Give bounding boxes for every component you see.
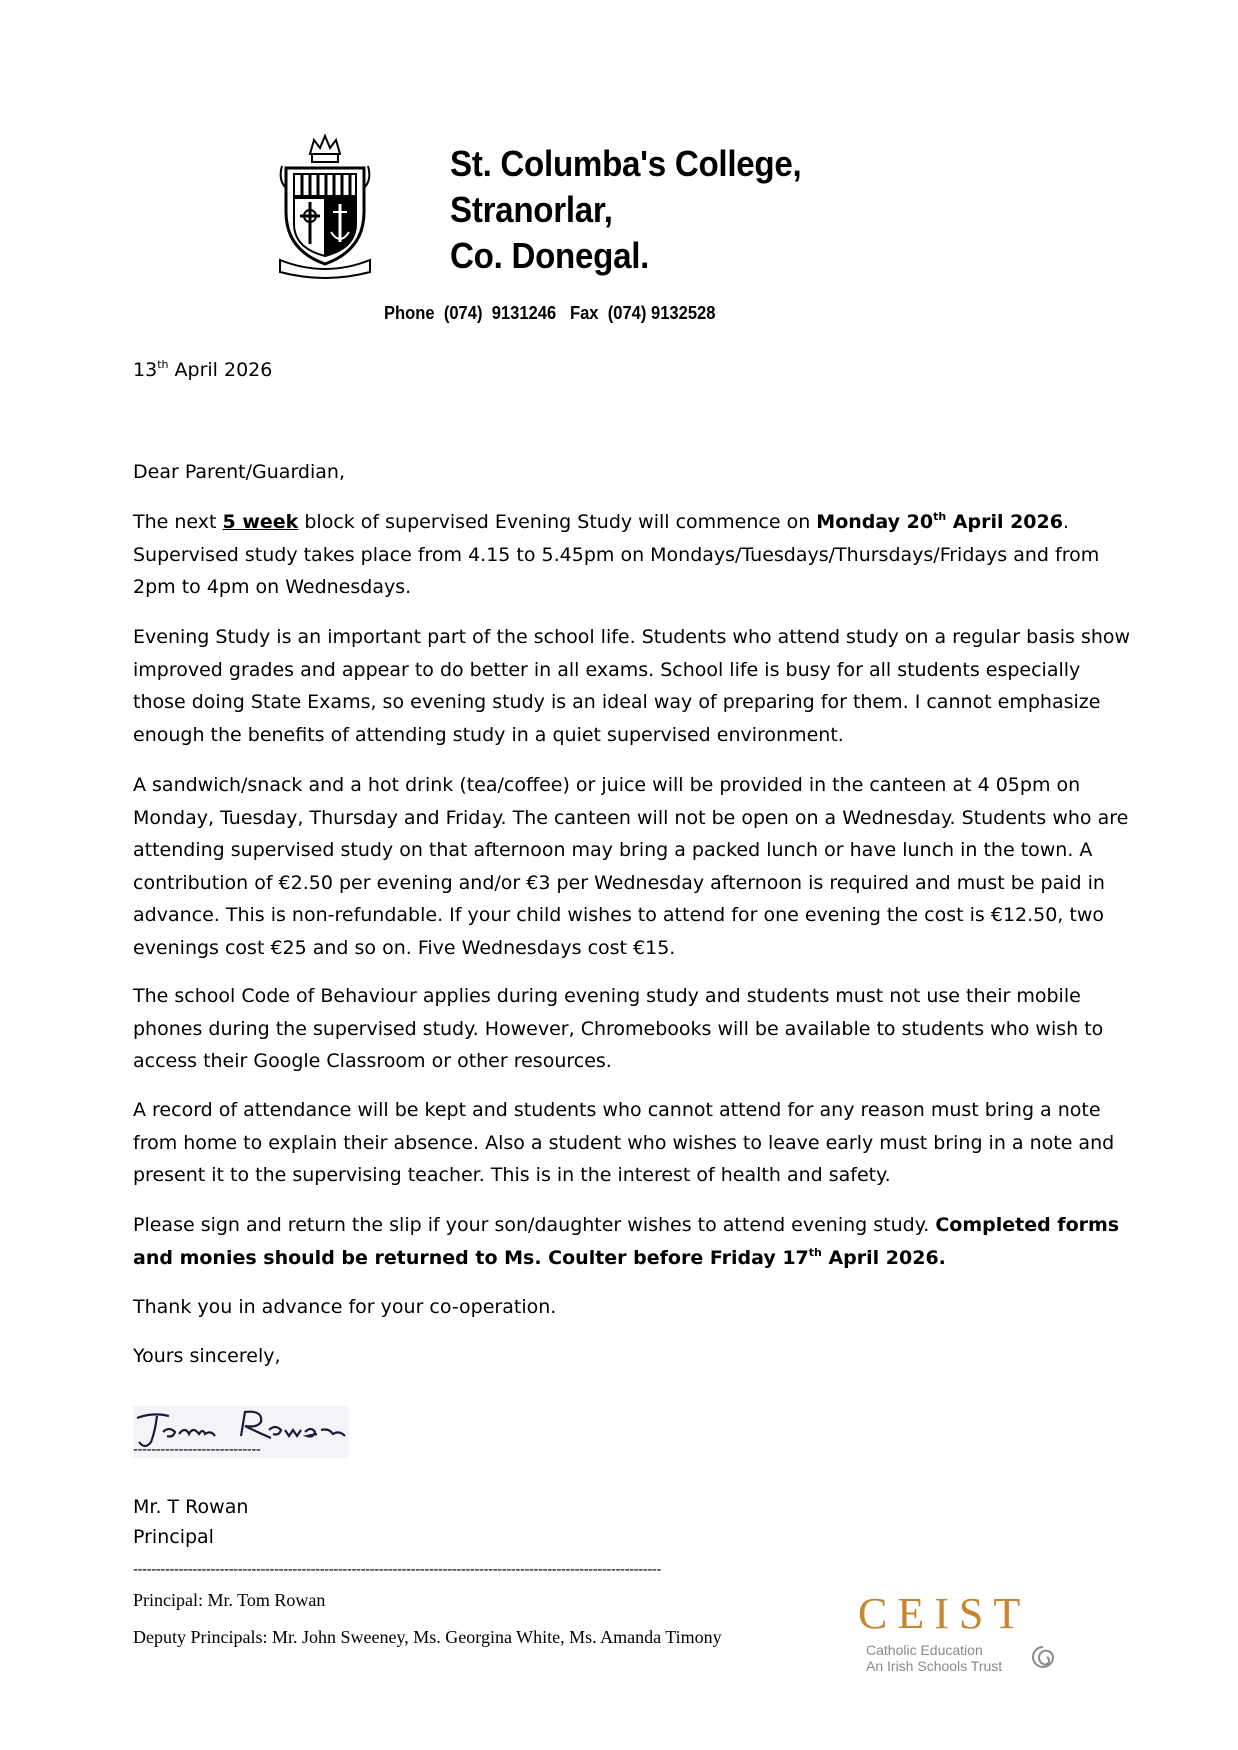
school-name-block — [450, 141, 801, 279]
school-county: Co. Donegal. — [450, 235, 650, 276]
paragraph-food-cost: A sandwich/snack and a hot drink (tea/coffee) or juice will be provided in the canteen at 4 05pm on Monday, Tuesday, Thursday and Friday. The canteen will not be open on a Wednesday. Students who are attending supervised study on that afternoon may bring a packed lunch or have lunch in the town. A contribution of €2.50 per evening and/or €3 per Wednesday afternoon is required and must be paid in advance. This is non-refundable. If your child wishes to attend for one evening the cost is €12.50, two evenings cost €25 and so on. Five Wednesdays cost €15. — [133, 774, 1129, 959]
salutation: Dear Parent/Guardian, — [133, 461, 345, 483]
phone-label: Phone — [384, 303, 435, 323]
ceist-swirl-icon — [1030, 1644, 1056, 1670]
signature-line: ---------------------------- — [133, 1442, 261, 1458]
ceist-logo: CEIST — [858, 1589, 1031, 1638]
footer-deputies: Deputy Principals: Mr. John Sweeney, Ms. Georgina White, Ms. Amanda Timony — [133, 1627, 722, 1647]
school-name: St. Columba's College, — [450, 143, 802, 184]
footer-divider: -------------------------------------------------------------------------------------------------------------------- — [133, 1562, 662, 1578]
letter-date: 13th April 2026 — [133, 358, 273, 381]
paragraph-schedule: The next 5 week block of supervised Evening Study will commence on Monday 20th April 2026. Supervised study takes place from 4.15 to 5.45pm on Mondays/Tuesdays/Thursdays/Fridays and from 2pm to 4pm on Wednesdays. — [133, 510, 1100, 598]
paragraph-importance: Evening Study is an important part of the school life. Students who attend study on a regular basis show improved grades and appear to do better in all exams. School life is busy for all students especially those doing State Exams, so evening study is an ideal way of preparing for them. I cannot emphasize enough the benefits of attending study in a quiet supervised environment. — [133, 626, 1131, 746]
school-town: Stranorlar, — [450, 189, 613, 230]
contact-line — [384, 303, 715, 324]
fax-label: Fax — [569, 303, 599, 323]
school-crest-logo — [276, 132, 374, 280]
ceist-tagline-1: Catholic Education — [866, 1642, 983, 1658]
paragraph-behaviour: The school Code of Behaviour applies during evening study and students must not use their mobile phones during the supervised study. However, Chromebooks will be available to students who wish to access their Google Classroom or other resources. — [133, 985, 1104, 1072]
signer-name: Mr. T Rowan — [133, 1496, 249, 1518]
paragraph-attendance: A record of attendance will be kept and students who cannot attend for any reason must bring a note from home to explain their absence. Also a student who wishes to leave early must bring in a note and present it to the supervising teacher. This is in the interest of health and safety. — [133, 1099, 1115, 1186]
footer-principal: Principal: Mr. Tom Rowan — [133, 1590, 326, 1610]
closing: Yours sincerely, — [133, 1345, 281, 1367]
signer-title: Principal — [133, 1526, 214, 1548]
ceist-tagline-2: An Irish Schools Trust — [866, 1658, 1003, 1674]
signer-block — [133, 1492, 248, 1552]
paragraph-return-forms: Please sign and return the slip if your son/daughter wishes to attend evening study. Completed forms and monies should be returned to Ms. Coulter before Friday 17th April 2026. — [133, 1214, 1120, 1269]
phone-number: (074) 9131246 — [443, 303, 557, 323]
thanks-line: Thank you in advance for your co-operation. — [133, 1296, 557, 1318]
fax-number: (074) 9132528 — [607, 303, 716, 323]
